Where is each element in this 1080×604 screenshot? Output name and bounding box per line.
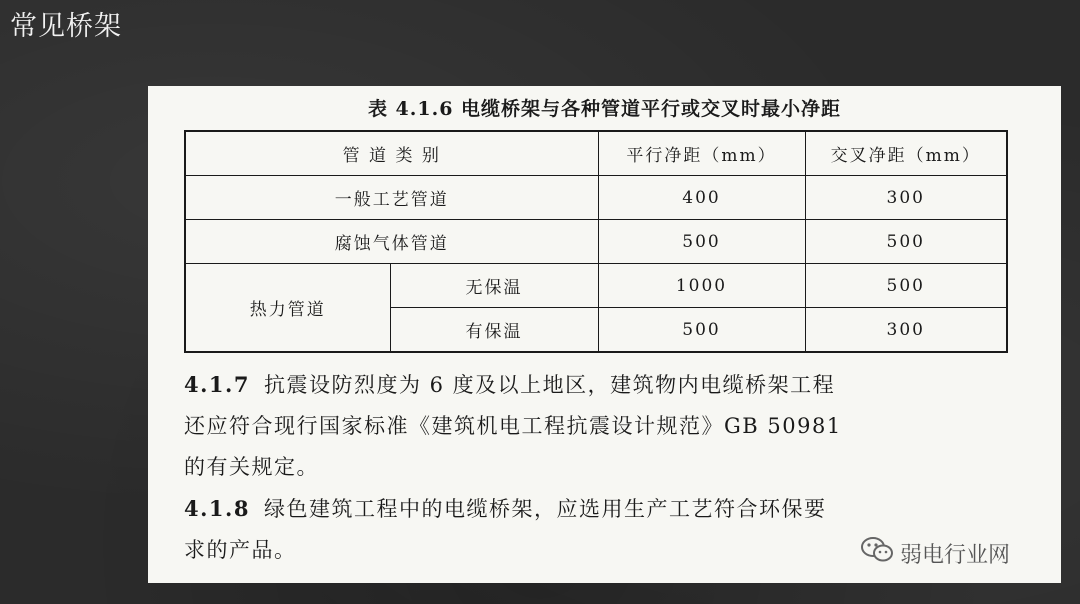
row-subcategory: 无保温 (390, 264, 598, 308)
clause-text: 绿色建筑工程中的电缆桥架，应选用生产工艺符合环保要 (263, 497, 827, 521)
row-cross: 500 (805, 220, 1007, 264)
clause-number: 4.1.8 (184, 496, 250, 521)
table-header-row (185, 131, 1007, 176)
table-row (185, 176, 1007, 220)
row-parallel: 500 (598, 220, 805, 264)
row-category: 一般工艺管道 (185, 176, 598, 220)
slide-title: 常见桥架 (10, 11, 122, 42)
watermark-text: 弱电行业网 (900, 542, 1011, 568)
wechat-icon (860, 536, 894, 570)
clause-text: 求的产品。 (184, 538, 297, 562)
row-parallel: 1000 (598, 264, 805, 308)
watermark (860, 536, 1010, 570)
clause-number: 4.1.7 (184, 372, 250, 397)
header-parallel: 平行净距（mm） (598, 131, 805, 176)
clause-text: 还应符合现行国家标准《建筑机电工程抗震设计规范》GB 50981 (184, 414, 842, 438)
clause-text: 的有关规定。 (184, 455, 319, 479)
row-category: 腐蚀气体管道 (185, 220, 598, 264)
row-parallel: 500 (598, 308, 805, 353)
table-row (185, 264, 1007, 308)
table-row (185, 220, 1007, 264)
header-category: 管 道 类 别 (185, 131, 598, 176)
row-subcategory: 有保温 (390, 308, 598, 353)
header-cross: 交叉净距（mm） (805, 131, 1007, 176)
row-category-thermal: 热力管道 (185, 264, 390, 353)
clearance-table (184, 130, 1008, 353)
clause-4-1-7 (184, 364, 1014, 488)
row-cross: 500 (805, 264, 1007, 308)
table-caption: 表 4.1.6 电缆桥架与各种管道平行或交叉时最小净距 (367, 98, 842, 120)
document-page (148, 86, 1061, 583)
clause-text: 抗震设防烈度为 6 度及以上地区，建筑物内电缆桥架工程 (263, 373, 836, 397)
row-cross: 300 (805, 176, 1007, 220)
row-cross: 300 (805, 308, 1007, 353)
row-parallel: 400 (598, 176, 805, 220)
